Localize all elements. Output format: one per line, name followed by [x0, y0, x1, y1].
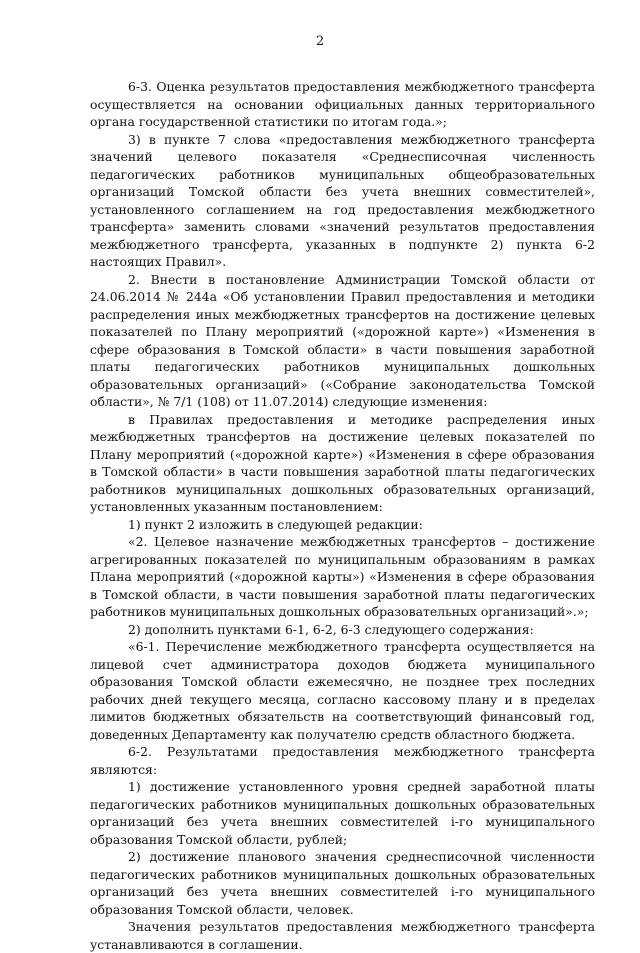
paragraph-6-1: «6-1. Перечисление межбюджетного трансферта осуществляется на лицевой счет администратора доходов бюджета муниципального образования Томской области ежемесячно, не позднее трех последних рабочих дней текущего месяца, согласно кассовому плану и в пределах лимитов бюджетных обязательств на соответствующий финансовый год, доведенных Департаменту как получателю средств областного бюджета.	[90, 639, 595, 742]
paragraph-result-2: 2) достижение планового значения среднесписочной численности педагогических работников муниципальных дошкольных образовательных организаций без учета внешних совместителей i-го муниципального образования Томской области, человек.	[90, 849, 595, 917]
paragraph-item-1: 1) пункт 2 изложить в следующей редакции:	[128, 516, 423, 532]
paragraph-item-3: 3) в пункте 7 слова «предоставления межбюджетного трансферта значений целевого показателя «Среднесписочная численность педагогических работников муниципальных общеобразовательных организаций Томской области без учета внешних совместителей», установленного соглашением на год предоставления межбюджетного трансферта» заменить словами «значений результатов предоставления межбюджетного трансферта, указанных в подпункте 2) пункта 6-2 настоящих Правил».	[90, 131, 595, 269]
paragraph-item-2: 2) дополнить пунктами 6-1, 6-2, 6-3 следующего содержания:	[128, 621, 534, 637]
paragraph-rules-intro: в Правилах предоставления и методике распределения иных межбюджетных трансфертов на достижение целевых показателей по Плану мероприятий («дорожной карте») «Изменения в сфере образования в Томской области» в части повышения заработной платы педагогических работников муниципальных дошкольных образовательных организаций, установленных указанным постановлением:	[90, 411, 595, 514]
paragraph-point-2: «2. Целевое назначение межбюджетных трансфертов – достижение агрегированных показателей по муниципальным образованиям в рамках Плана мероприятий («дорожной карты») «Изменения в сфере образования в Томской области, в части повышения заработной платы педагогических работников муниципальных дошкольных образовательных организаций».»;	[90, 534, 595, 619]
paragraph-section-2: 2. Внести в постановление Администрации Томской области от 24.06.2014 № 244а «Об установлении Правил предоставления и методики распределения иных межбюджетных трансфертов на достижение целевых показателей по Плану мероприятий («дорожной карте») «Изменения в сфере образования в Томской области» в части повышения заработной платы педагогических работников муниципальных дошкольных образовательных организаций» («Собрание законодательства Томской области», № 7/1 (108) от 11.07.2014) следующие изменения:	[90, 271, 595, 409]
paragraph-6-3: 6-3. Оценка результатов предоставления межбюджетного трансферта осуществляется на основании официальных данных территориального органа государственной статистики по итогам года.»;	[90, 79, 595, 129]
paragraph-result-1: 1) достижение установленного уровня средней заработной платы педагогических работников муниципальных дошкольных образовательных организаций без учета внешних совместителей i-го муниципального образования Томской области, рублей;	[90, 779, 595, 847]
paragraph-values: Значения результатов предоставления межбюджетного трансферта устанавливаются в соглашении.	[90, 919, 595, 952]
document-body	[90, 78, 595, 953]
paragraph-6-2: 6-2. Результатами предоставления межбюджетного трансферта являются:	[90, 744, 595, 777]
page-number: 2	[315, 34, 325, 49]
